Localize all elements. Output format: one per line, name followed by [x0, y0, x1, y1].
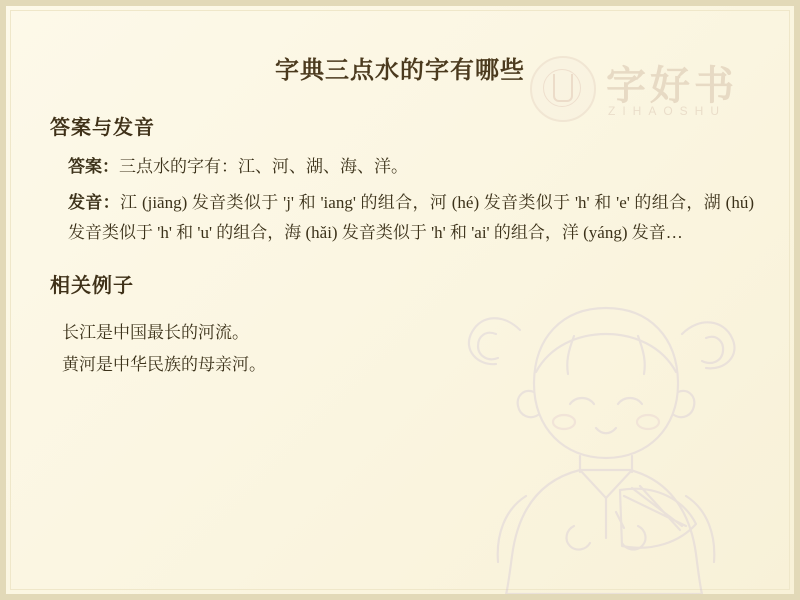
examples-spacer	[46, 310, 754, 318]
paragraph-pronunciation	[46, 188, 754, 248]
paragraph-pronunciation-label: 发音：	[68, 192, 121, 212]
example-item: 长江是中国最长的河流。	[62, 323, 249, 343]
example-item: 黄河是中华民族的母亲河。	[62, 355, 266, 374]
section-heading-answer: 答案与发音	[50, 117, 155, 139]
section-heading-examples: 相关例子	[50, 275, 134, 298]
section-answer-pronunciation	[46, 111, 754, 247]
paragraph-pronunciation-text: 江 (jiāng) 发音类似于 'j' 和 'iang' 的组合，河 (hé) 发音类似于 'h' 和 'e' 的组合，湖 (hú) 发音类似于 'h' 和 'u' 的组合，海 (hǎi) 发音类似于 'h' 和 'ai' 的组合，洋 (yáng) 发音…	[68, 192, 754, 242]
paragraph-answer	[46, 152, 754, 182]
section-related-examples	[46, 269, 754, 380]
paragraph-answer-text: 三点水的字有：江、河、湖、海、洋。	[119, 157, 408, 176]
paragraph-answer-label: 答案：	[68, 157, 119, 176]
watermark-brand-en: ZIHAOSHU	[608, 104, 727, 118]
watermark-brand-cn: 字好书	[606, 63, 738, 108]
document-content	[6, 6, 794, 380]
page-title: 字典三点水的字有哪些	[275, 58, 525, 84]
